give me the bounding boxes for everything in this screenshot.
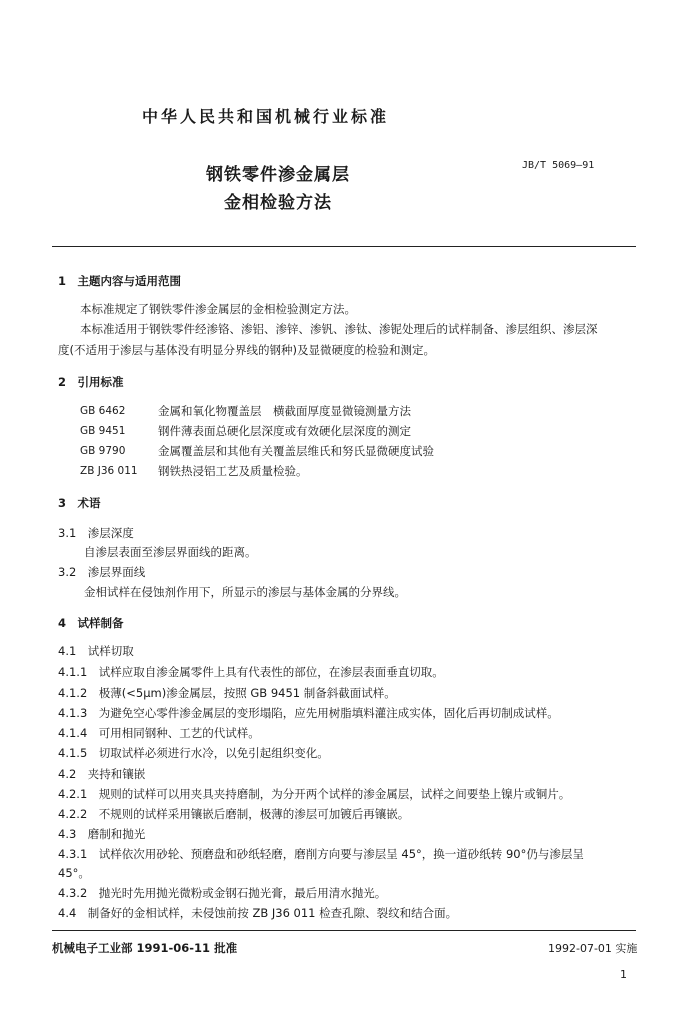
bottom-divider <box>52 930 636 931</box>
clause-4-4: 4.4 制备好的金相试样，未侵蚀前按 ZB J36 011 检查孔隙、裂纹和结合面。 <box>58 906 458 920</box>
top-divider <box>52 246 636 247</box>
term-3-1-definition: 自渗层表面至渗层界面线的距离。 <box>84 545 257 559</box>
reference-title: 钢铁热浸铝工艺及质量检验。 <box>158 464 308 478</box>
term-3-1-heading: 3.1 渗层深度 <box>58 526 134 540</box>
clause-4-1-4: 4.1.4 可用相同钢种、工艺的代试样。 <box>58 726 260 740</box>
clause-4-2: 4.2 夹持和镶嵌 <box>58 767 146 781</box>
clause-4-1-1: 4.1.1 试样应取自渗金属零件上具有代表性的部位，在渗层表面垂直切取。 <box>58 665 444 679</box>
page-number: 1 <box>620 968 627 981</box>
document-title-line1: 钢铁零件渗金属层 <box>206 165 350 185</box>
section-1-heading: 1 主题内容与适用范围 <box>58 274 182 288</box>
reference-title: 金属覆盖层和其他有关覆盖层维氏和努氏显微硬度试验 <box>158 444 434 458</box>
standard-number: JB/T 5069—91 <box>522 160 595 171</box>
effective-date: 1992-07-01 实施 <box>548 942 638 955</box>
reference-code: GB 9790 <box>80 445 126 457</box>
reference-title: 钢件薄表面总硬化层深度或有效硬化层深度的测定 <box>158 424 411 438</box>
reference-code: GB 6462 <box>80 405 126 417</box>
reference-code: GB 9451 <box>80 425 126 437</box>
clause-4-2-1: 4.2.1 规则的试样可以用夹具夹持磨制，为分开两个试样的渗金属层，试样之间要垫上镍片或铜片。 <box>58 787 571 801</box>
section-1-paragraph-1: 本标准规定了钢铁零件渗金属层的金相检验测定方法。 <box>80 302 356 316</box>
section-2-heading: 2 引用标准 <box>58 375 124 389</box>
approval-info: 机械电子工业部 1991-06-11 批准 <box>52 941 238 955</box>
clause-4-3-1b: 45°。 <box>58 866 90 880</box>
section-3-heading: 3 术语 <box>58 496 101 510</box>
standard-header: 中华人民共和国机械行业标准 <box>142 107 390 126</box>
clause-4-3-2: 4.3.2 抛光时先用抛光微粉或金钢石抛光膏，最后用清水抛光。 <box>58 886 387 900</box>
term-3-2-definition: 金相试样在侵蚀剂作用下，所显示的渗层与基体金属的分界线。 <box>84 585 406 599</box>
reference-title: 金属和氧化物覆盖层 横截面厚度显微镜测量方法 <box>158 404 411 418</box>
clause-4-1: 4.1 试样切取 <box>58 644 134 658</box>
clause-4-3-1a: 4.3.1 试样依次用砂轮、预磨盘和砂纸轻磨，磨削方向要与渗层呈 45°，换一道砂纸转 90°仍与渗层呈 <box>58 847 584 861</box>
clause-4-2-2: 4.2.2 不规则的试样采用镶嵌后磨制，极薄的渗层可加镀后再镶嵌。 <box>58 807 410 821</box>
section-1-paragraph-2b: 度(不适用于渗层与基体没有明显分界线的钢种)及显微硬度的检验和测定。 <box>58 343 435 357</box>
clause-4-1-5: 4.1.5 切取试样必须进行水冷，以免引起组织变化。 <box>58 746 329 760</box>
clause-4-1-2: 4.1.2 极薄(<5μm)渗金属层，按照 GB 9451 制备斜截面试样。 <box>58 686 396 700</box>
section-4-heading: 4 试样制备 <box>58 616 124 630</box>
clause-4-1-3: 4.1.3 为避免空心零件渗金属层的变形塌陷，应先用树脂填料灌注成实体，固化后再切制成试样。 <box>58 706 559 720</box>
reference-code: ZB J36 011 <box>80 465 138 477</box>
section-1-paragraph-2a: 本标准适用于钢铁零件经渗铬、渗铝、渗锌、渗钒、渗钛、渗铌处理后的试样制备、渗层组织、渗层深 <box>80 322 598 336</box>
term-3-2-heading: 3.2 渗层界面线 <box>58 565 146 579</box>
clause-4-3: 4.3 磨制和抛光 <box>58 827 146 841</box>
document-title-line2: 金相检验方法 <box>224 193 332 213</box>
